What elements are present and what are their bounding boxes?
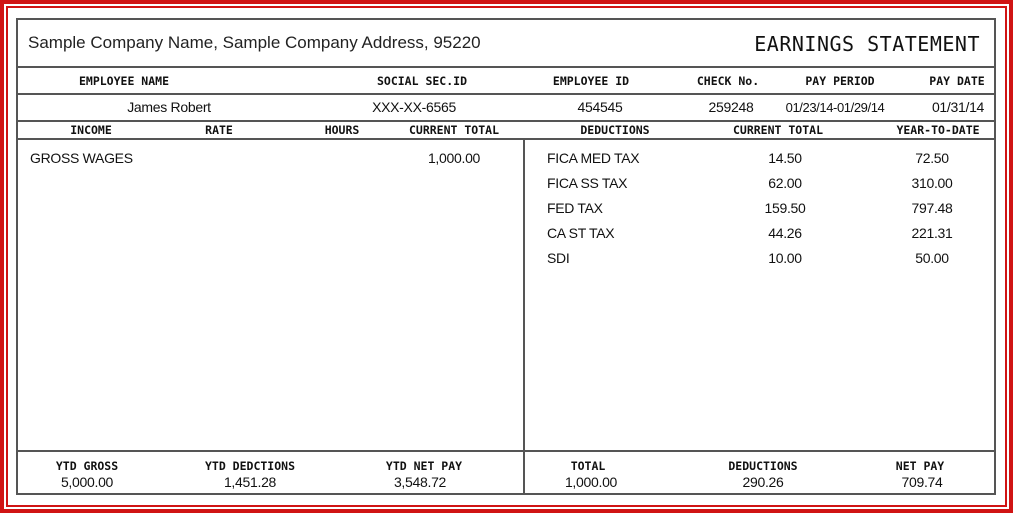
- deduction-item-ytd: 221.31: [911, 225, 953, 241]
- divider: [18, 120, 994, 122]
- company-info: Sample Company Name, Sample Company Address, 95220: [28, 33, 481, 52]
- check-number-header: CHECK No.: [696, 74, 760, 88]
- ytd-gross-label: YTD GROSS: [55, 459, 119, 473]
- total-value: 1,000.00: [564, 474, 618, 490]
- deduction-item-current: 62.00: [768, 175, 802, 191]
- pay-date-value: 01/31/14: [931, 99, 985, 115]
- income-item-label: GROSS WAGES: [30, 150, 133, 166]
- page-title-text: EARNINGS STATEMENT: [754, 32, 980, 56]
- net-pay-label: NET PAY: [895, 459, 945, 473]
- hours-header: HOURS: [324, 123, 360, 137]
- deduction-item-ytd: 797.48: [911, 200, 953, 216]
- employee-name-header: EMPLOYEE NAME: [78, 74, 170, 88]
- income-item-current: 1,000.00: [427, 150, 481, 166]
- rate-header: RATE: [205, 123, 233, 137]
- deduction-item-current: 159.50: [764, 200, 806, 216]
- deduction-item-current: 14.50: [768, 150, 802, 166]
- divider: [18, 138, 994, 140]
- deductions-total-value: 290.26: [742, 474, 784, 490]
- ssn-value: XXX-XX-6565: [372, 99, 456, 115]
- pay-period-header: PAY PERIOD: [805, 74, 875, 88]
- earnings-statement: [16, 18, 996, 495]
- total-label: TOTAL: [570, 459, 606, 473]
- deduction-item-ytd: 310.00: [911, 175, 953, 191]
- deductions-current-total-header: CURRENT TOTAL: [732, 123, 824, 137]
- ytd-deductions-label: YTD DEDCTIONS: [204, 459, 296, 473]
- ytd-gross-value: 5,000.00: [60, 474, 114, 490]
- deduction-item-label: FED TAX: [547, 200, 603, 216]
- divider: [18, 66, 994, 68]
- deduction-item-current: 10.00: [768, 250, 802, 266]
- deductions-header: DEDUCTIONS: [580, 123, 650, 137]
- deduction-item-label: FICA MED TAX: [547, 150, 640, 166]
- divider: [18, 450, 994, 452]
- ytd-net-pay-value: 3,548.72: [393, 474, 447, 490]
- employee-name: James Robert: [127, 99, 211, 115]
- pay-period-value: 01/23/14-01/29/14: [785, 100, 885, 115]
- deduction-item-current: 44.26: [768, 225, 802, 241]
- column-divider: [523, 138, 525, 495]
- employee-id-value: 454545: [577, 99, 623, 115]
- ytd-deductions-value: 1,451.28: [223, 474, 277, 490]
- ssn-header: SOCIAL SEC.ID: [376, 74, 468, 88]
- deduction-item-label: FICA SS TAX: [547, 175, 628, 191]
- income-header: INCOME: [70, 123, 112, 137]
- ytd-net-pay-label: YTD NET PAY: [385, 459, 463, 473]
- divider: [18, 93, 994, 95]
- deductions-total-label: DEDUCTIONS: [728, 459, 798, 473]
- deduction-item-ytd: 50.00: [915, 250, 949, 266]
- check-number-value: 259248: [708, 99, 754, 115]
- deduction-item-label: CA ST TAX: [547, 225, 615, 241]
- year-to-date-header: YEAR-TO-DATE: [896, 123, 980, 137]
- pay-date-header: PAY DATE: [929, 74, 985, 88]
- employee-id-header: EMPLOYEE ID: [552, 74, 630, 88]
- net-pay-value: 709.74: [901, 474, 943, 490]
- deduction-item-ytd: 72.50: [915, 150, 949, 166]
- deduction-item-label: SDI: [547, 250, 570, 266]
- income-current-total-header: CURRENT TOTAL: [408, 123, 500, 137]
